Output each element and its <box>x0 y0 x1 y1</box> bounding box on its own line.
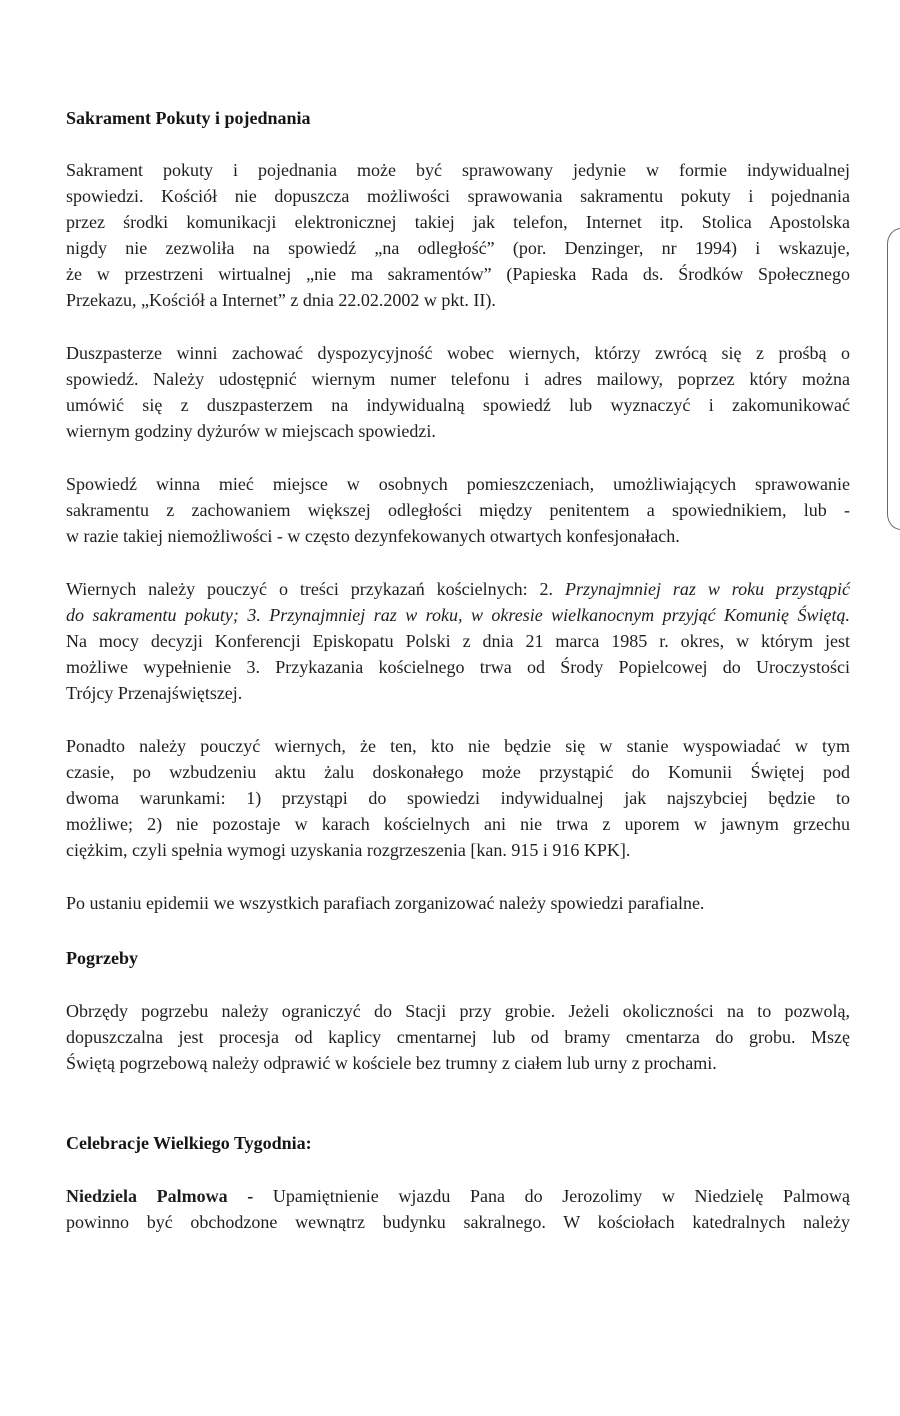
paragraph-4 <box>66 576 850 706</box>
text-line: Po ustaniu epidemii we wszystkich parafiach zorganizować należy spowiedzi parafialne. <box>66 893 705 913</box>
text-line <box>66 1183 850 1209</box>
paragraph-3 <box>66 471 850 549</box>
italic-line: do sakramentu pokuty; 3. Przynajmniej raz w roku, w okresie wielkanocnym przyjąć Komunię Świętą. <box>66 605 850 625</box>
text-line: Trójcy Przenajświętszej. <box>66 683 243 703</box>
text-run: Wiernych należy pouczyć o treści przykazań kościelnych: 2. <box>66 579 565 599</box>
paragraph-1 <box>66 157 850 313</box>
paragraph-8 <box>66 1183 850 1235</box>
text-run: Upamiętnienie wjazdu Pana do Jerozolimy w Niedzielę Palmową <box>272 1186 851 1206</box>
paragraph-7 <box>66 998 850 1076</box>
text-line: czasie, po wzbudzeniu aktu żalu doskonałego może przystąpić do Komunii Świętej pod <box>66 762 850 782</box>
margin-bracket-mark <box>887 228 900 530</box>
paragraph-5 <box>66 733 850 863</box>
section-heading-sakrament: Sakrament Pokuty i pojednania <box>66 108 311 128</box>
text-line: sakramentu z zachowaniem większej odległości między penitentem a spowiednikiem, lub - <box>66 500 850 520</box>
text-line: możliwe; 2) nie pozostaje w karach kościelnych ani nie trwa z uporem w jawnym grzechu <box>66 814 850 834</box>
text-line: Przekazu, „Kościół a Internet” z dnia 22.02.2002 w pkt. II). <box>66 290 496 310</box>
text-line: Duszpasterze winni zachować dyspozycyjność wobec wiernych, którzy zwrócą się z prośbą o <box>66 343 850 363</box>
text-line: spowiedź. Należy udostępnić wiernym numer telefonu i adres mailowy, poprzez który można <box>66 369 850 389</box>
document-page <box>66 105 850 1235</box>
text-line: dwoma warunkami: 1) przystąpi do spowiedzi indywidualnej jak najszybciej będzie to <box>66 788 850 808</box>
text-line: Ponadto należy pouczyć wiernych, że ten, kto nie będzie się w stanie wyspowiadać w tym <box>66 736 850 756</box>
italic-run: Przynajmniej raz w roku przystąpić <box>564 579 850 599</box>
text-line: powinno być obchodzone wewnątrz budynku sakralnego. W kościołach katedralnych należy <box>66 1212 850 1232</box>
paragraph-6 <box>66 890 850 916</box>
text-line: ciężkim, czyli spełnia wymogi uzyskania rozgrzeszenia [kan. 915 i 916 KPK]. <box>66 840 631 860</box>
text-line: dopuszczalna jest procesja od kaplicy cmentarnej lub od bramy cmentarza do grobu. Mszę <box>66 1027 850 1047</box>
section-heading-wielki-tydzien: Celebracje Wielkiego Tygodnia: <box>66 1133 312 1153</box>
text-line: w razie takiej niemożliwości - w często dezynfekowanych otwartych konfesjonałach. <box>66 526 680 546</box>
text-line: wiernym godziny dyżurów w miejscach spowiedzi. <box>66 421 436 441</box>
text-line: Spowiedź winna mieć miejsce w osobnych pomieszczeniach, umożliwiających sprawowanie <box>66 474 850 494</box>
text-line: Na mocy decyzji Konferencji Episkopatu Polski z dnia 21 marca 1985 r. okres, w którym jest <box>66 631 850 651</box>
section-heading-pogrzeby: Pogrzeby <box>66 948 138 968</box>
text-line: że w przestrzeni wirtualnej „nie ma sakramentów” (Papieska Rada ds. Środków Społecznego <box>66 264 850 284</box>
text-line <box>66 576 850 602</box>
text-line: Obrzędy pogrzebu należy ograniczyć do Stacji przy grobie. Jeżeli okoliczności na to pozwolą, <box>66 1001 850 1021</box>
text-line: umówić się z duszpasterzem na indywidualną spowiedź lub wyznaczyć i zakomunikować <box>66 395 850 415</box>
text-line: spowiedzi. Kościół nie dopuszcza możliwości sprawowania sakramentu pokuty i pojednania <box>66 186 850 206</box>
bold-lead: Niedziela Palmowa - <box>66 1186 273 1206</box>
paragraph-2 <box>66 340 850 444</box>
text-line: możliwe wypełnienie 3. Przykazania kościelnego trwa od Środy Popielcowej do Uroczystości <box>66 657 850 677</box>
text-line: Sakrament pokuty i pojednania może być sprawowany jedynie w formie indywidualnej <box>66 160 850 180</box>
text-line: przez środki komunikacji elektronicznej takiej jak telefon, Internet itp. Stolica Apostolska <box>66 212 850 232</box>
text-line: Świętą pogrzebową należy odprawić w kościele bez trumny z ciałem lub urny z prochami. <box>66 1053 717 1073</box>
text-line: nigdy nie zezwoliła na spowiedź „na odległość” (por. Denzinger, nr 1994) i wskazuje, <box>66 238 850 258</box>
